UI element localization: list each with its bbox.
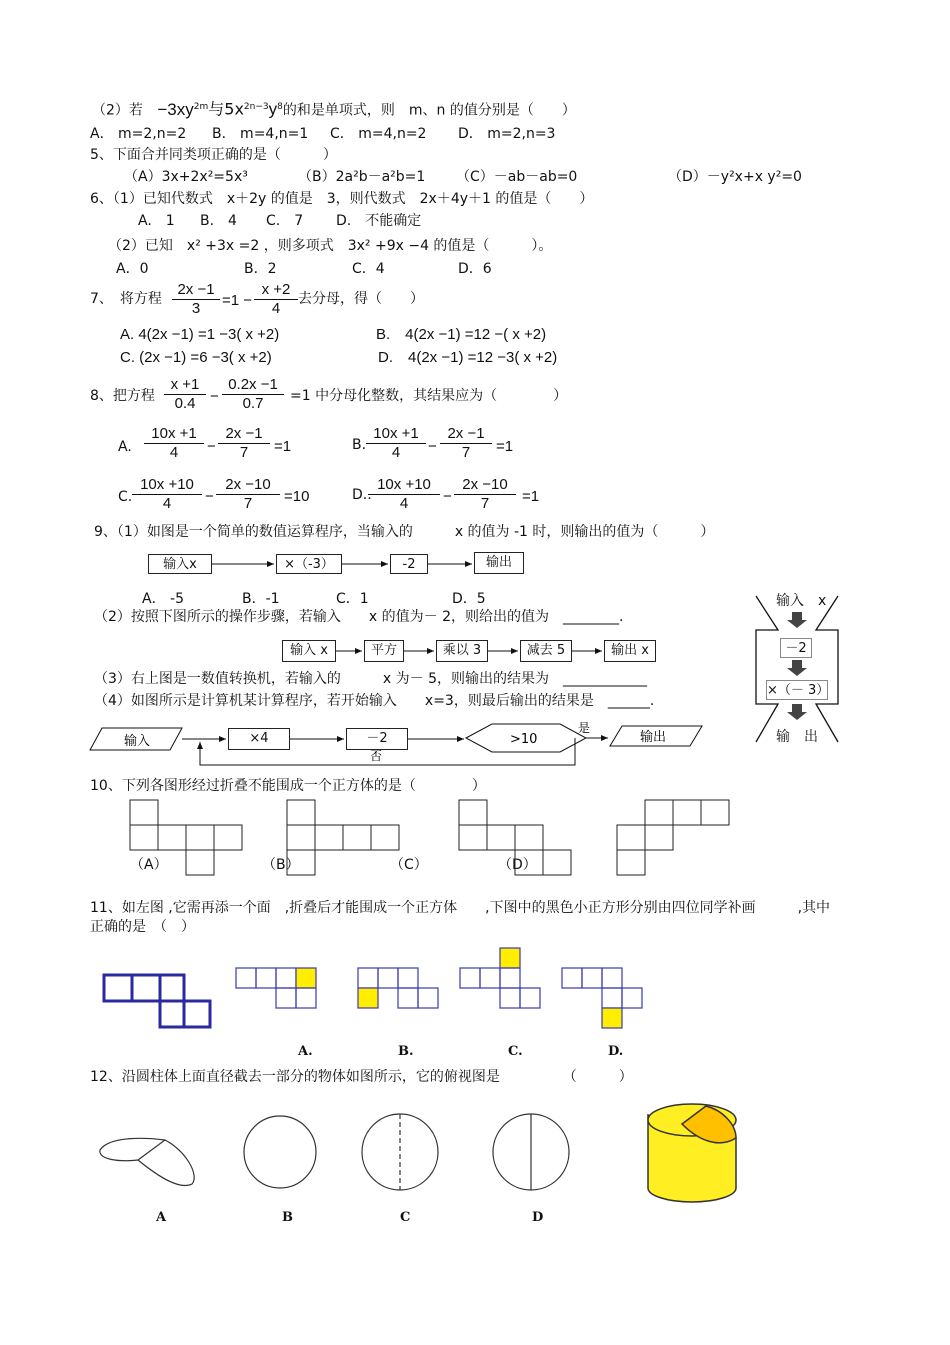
q9-3-stem: （3）右上图是一数值转换机，若输入的 x 为－ 5，则输出的结果为 ____________ <box>94 671 647 687</box>
q10-label-d: （D） <box>498 857 537 873</box>
q9-2-flow-input: 输入 x <box>282 640 336 662</box>
q7-option-a: A. 4(2x −1) =1 −3( x +2) <box>120 326 280 343</box>
q9-1-option-d: D．5 <box>452 591 486 607</box>
q10-net-a <box>130 800 242 875</box>
q8-option-c-minus: − <box>205 488 214 505</box>
q11-option-c <box>460 948 540 1008</box>
q8-option-c-label: C. <box>118 489 133 505</box>
q6-1-option-b: B. 4 <box>200 213 237 229</box>
q9-4-flow <box>90 724 702 765</box>
q8-option-c-result: =10 <box>284 488 310 505</box>
q5-option-c: （C）－ab－ab=0 <box>456 169 578 185</box>
q9-4-yes-label: 是 <box>578 721 591 735</box>
q11-option-a <box>236 968 316 1008</box>
q9-1-option-c: C．1 <box>336 591 369 607</box>
q9-1-flow-minus: -2 <box>390 554 428 574</box>
q8-fraction-2: $\frac{0.2x -1}{0.7}$ <box>222 376 284 413</box>
q5-stem: 5、下面合并同类项正确的是（ ） <box>90 147 337 163</box>
q8-option-a-minus: − <box>207 438 216 455</box>
q4-2-option-c: C． m=4,n=2 <box>330 126 427 142</box>
q8-option-c-frac-1: $\frac{10x +10}{4}$ <box>132 476 202 513</box>
q8-minus: − <box>210 388 219 405</box>
q12-label-c: C <box>400 1210 411 1225</box>
q8-option-a-result: =1 <box>274 438 292 455</box>
q9-1-flow-multiply: ×（-3） <box>276 554 342 574</box>
q8-option-d-minus: − <box>443 488 452 505</box>
q5-option-d: （D）－y²x+x y²=0 <box>668 169 802 185</box>
q11-stem-2: 正确的是 （ ） <box>90 919 195 935</box>
machine-op-minus2: －2 <box>780 638 812 658</box>
q12-option-c <box>362 1114 438 1190</box>
q7-prefix: 7、 将方程 <box>90 291 162 307</box>
q6-2-option-c: C．4 <box>352 261 385 277</box>
q8-option-d-label: D.. <box>352 487 372 503</box>
q6-1-option-c: C. 7 <box>266 213 304 229</box>
q9-1-stem: 9、（1）如图是一个简单的数值运算程序，当输入的 x 的值为 -1 时，则输出的值为（ ） <box>94 524 715 540</box>
q10-label-c: （C） <box>390 857 428 873</box>
q9-2-stem: （2）按照下图所示的操作步骤，若输入 x 的值为－ 2，则给出的值为 ________. <box>94 609 624 625</box>
q11-label-c: C. <box>508 1044 523 1059</box>
q8-option-d-frac-1: $\frac{10x +10}{4}$ <box>368 476 440 513</box>
q8-option-b-frac-2: $\frac{2x -1}{7}$ <box>440 425 492 462</box>
q8-option-a-frac-2: $\frac{2x -1}{7}$ <box>218 425 270 462</box>
q10-net-d <box>617 800 729 875</box>
q6-1-option-d: D. 不能确定 <box>336 213 422 229</box>
q8-option-d-frac-2: $\frac{2x -10}{7}$ <box>454 476 516 513</box>
q9-1-flow-output: 输出 <box>474 552 524 574</box>
q9-4-flow-output-label: 输出 <box>640 730 667 745</box>
machine-op-times: ×（－ 3） <box>766 680 828 700</box>
q9-4-flow-input-label: 输入 <box>124 734 151 749</box>
q11-label-a: A. <box>298 1044 313 1059</box>
q4-2-option-a: A． m=2,n=2 <box>90 126 187 142</box>
machine-output-label: 输 出 <box>776 729 818 745</box>
q12-stem: 12、沿圆柱体上面直径截去一部分的物体如图所示，它的俯视图是 （ ） <box>90 1069 633 1085</box>
q8-option-b-frac-1: $\frac{10x +1}{4}$ <box>366 425 426 462</box>
q6-1-option-a: A. 1 <box>138 213 175 229</box>
q9-4-no-label: 否 <box>370 749 383 763</box>
q12-option-b <box>244 1116 316 1188</box>
q8-option-d-result: =1 <box>522 488 540 505</box>
q10-stem: 10、下列各图形经过折叠不能围成一个正方体的是（ ） <box>90 778 486 794</box>
q9-1-option-a: A． -5 <box>142 591 184 607</box>
q9-4-stem: （4）如图所示是计算机某计算程序，若开始输入 x=3，则最后输出的结果是 ______. <box>94 693 655 709</box>
q8-option-c-frac-2: $\frac{2x -10}{7}$ <box>216 476 280 513</box>
q5-option-b: （B）2a²b－a²b=1 <box>298 169 426 185</box>
q8-fraction-1: $\frac{x +1}{0.4}$ <box>164 376 206 413</box>
q4-2-option-d: D． m=2,n=3 <box>458 126 556 142</box>
q7-fraction-1: $\frac{2x -1}{3}$ <box>172 281 220 318</box>
q8-option-b-minus: − <box>428 438 437 455</box>
q8-option-a-frac-1: $\frac{10x +1}{4}$ <box>144 425 204 462</box>
q11-label-d: D. <box>608 1044 624 1059</box>
q12-option-d <box>493 1114 569 1190</box>
q11-stem: 11、如左图 ,它需再添一个面 ,折叠后才能围成一个正方体 ,下图中的黑色小正方形分别由四位同学补画 ,其中 <box>90 900 831 916</box>
q10-net-b <box>287 800 399 875</box>
q7-option-c: C. (2x −1) =6 −3( x +2) <box>120 349 272 366</box>
q6-2-option-a: A．0 <box>116 261 149 277</box>
q9-1-option-b: B．-1 <box>242 591 280 607</box>
q4-2-stem: （2）若 $-3xy^{2m}$与$5x^{2n-3}y^8$的和是单项式，则 m、n 的值分别是（ ） <box>92 99 576 119</box>
q7-equals: =1 − <box>222 292 253 309</box>
q7-option-d: D. 4(2x −1) =12 −3( x +2) <box>378 349 558 366</box>
q8-option-b-label: B. <box>352 437 367 453</box>
q6-2-option-b: B．2 <box>244 261 277 277</box>
q9-2-flow-times: 乘以 3 <box>436 640 488 662</box>
q7-suffix: 去分母，得（ ） <box>298 291 424 307</box>
q9-4-flow-times4: ×4 <box>228 728 290 750</box>
q8-option-b-result: =1 <box>496 438 514 455</box>
q10-net-c <box>459 800 571 875</box>
q4-2-option-b: B． m=4,n=1 <box>212 126 309 142</box>
q12-label-b: B <box>282 1210 293 1225</box>
q12-label-d: D <box>532 1210 544 1225</box>
q9-2-flow-square: 平方 <box>364 640 404 662</box>
q8-prefix: 8、把方程 <box>90 388 155 404</box>
q11-base-net <box>104 975 210 1027</box>
q10-label-a: （A） <box>130 857 168 873</box>
q8-option-a-label: A. <box>118 439 132 455</box>
q9-2-flow-output: 输出 x <box>604 640 656 662</box>
q11-option-b <box>358 968 438 1008</box>
q12-label-a: A <box>156 1210 167 1225</box>
q7-fraction-2: $\frac{x +2}{4}$ <box>254 281 298 318</box>
q6-2-stem: （2）已知 x² +3x =2 ，则多项式 3x² +9x −4 的值是（ ）。 <box>108 238 553 254</box>
q9-4-flow-minus2: －2 <box>346 728 408 750</box>
q8-suffix: =1 中分母化整数，其结果应为（ ） <box>290 388 568 404</box>
q11-label-b: B. <box>398 1044 414 1059</box>
q12-cylinder <box>648 1104 736 1202</box>
q6-2-option-d: D．6 <box>458 261 492 277</box>
q12-option-a <box>100 1138 194 1185</box>
q7-option-b: B. 4(2x −1) =12 −( x +2) <box>376 326 547 343</box>
q5-option-a: （A）3x+2x²=5x³ <box>124 169 248 185</box>
q9-2-flow-subtract: 减去 5 <box>520 640 572 662</box>
machine-input-label: 输入 x <box>776 593 827 609</box>
q11-option-d <box>562 968 642 1028</box>
machine-arrows <box>787 612 807 720</box>
q9-4-flow-condition: >10 <box>510 732 538 747</box>
q6-1-stem: 6、（1）已知代数式 x＋2y 的值是 3，则代数式 2x＋4y＋1 的值是（ ） <box>90 191 594 207</box>
q9-1-flow-input: 输入x <box>148 554 212 574</box>
q10-label-b: （B） <box>262 857 300 873</box>
